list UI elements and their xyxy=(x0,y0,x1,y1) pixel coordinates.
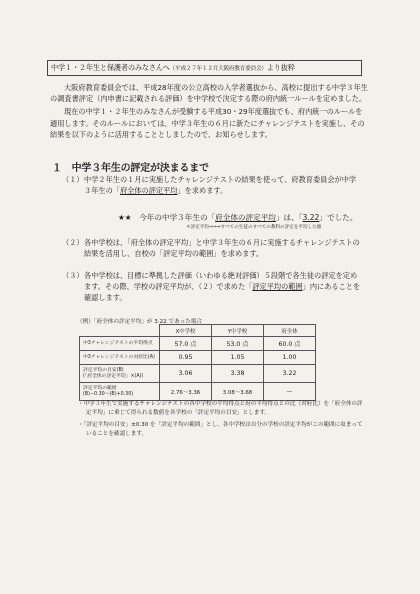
example-caption: （例）「府全体の評定平均」が 3.22 であった場合 xyxy=(77,319,203,325)
table-cell: 53.0 点 xyxy=(212,337,264,351)
table-header-row xyxy=(80,325,316,337)
section-title-text: 中学３年生の評定が決まるまで xyxy=(71,163,209,174)
item-3-number: （３） xyxy=(62,271,84,280)
table-header: X中学校 xyxy=(160,325,212,337)
note-item: ・「評定平均の目安」±0.30 を「評定平均の範囲」とし、各中学校は自分の学校の評定平均がこの範囲に収まっていることを確認します。 xyxy=(78,422,363,437)
table-cell: 1.05 xyxy=(212,351,264,365)
intro-paragraph-2: 現在の中学１・２年生のみなさんが受験する平成30・29年度選抜でも、府内統一のルールを適用します。そのルールにおいては、中学３年生の６月に新たにチャレンジテストを実施し、その結果を以下のように活用することとしましたので、お知らせします。 xyxy=(50,107,365,139)
table-cell: 1.00 xyxy=(264,351,316,365)
table-row xyxy=(80,365,316,383)
table-row-label: 評定平均の範囲 (B)−0.30〜(B)+0.30) xyxy=(80,383,160,401)
header-suffix: より抜粋 xyxy=(266,63,295,72)
average-callout: ★★ 今年の中学３年生の「府全体の評定平均」は、「3.22」でした。 xyxy=(118,213,358,222)
item-2-text: 各中学校は、「府全体の評定平均」と中学３年生の６月に実施するチャレンジテストの結果を活用し、自校の「評定平均の範囲」を求めます。 xyxy=(84,238,360,259)
intro-paragraph-1: 大阪府教育委員会では、平成28年度の公立高校の入学者選抜から、高校に提出する中学３年生の調査書評定（内申書に記載される評価）を中学校で決定する際の府内統一ルールを定めました。 xyxy=(50,83,368,104)
example-table xyxy=(79,324,316,401)
table-cell: 2.76〜3.36 xyxy=(160,383,212,401)
item-1-text: 中学２年生の１月に実施したチャレンジテストの結果を使って、府教育委員会が中学３年生の「府全体の評定平均」を求めます。 xyxy=(84,175,357,196)
item-3 xyxy=(62,270,362,304)
header-box xyxy=(47,60,362,76)
table-cell: 3.22 xyxy=(264,365,316,383)
average-footnote: ＊評定平均⇒⇒⇒すべての生徒のすべての教科の評定を平均した値 xyxy=(186,225,322,230)
table-row-label: 中3チャレンジテストの対府比(A) xyxy=(80,351,160,365)
section-number: １ xyxy=(52,163,62,174)
table-cell: 60.0 点 xyxy=(264,337,316,351)
header-prefix: 中学１・２年生と保護者のみなさんへ xyxy=(51,63,170,72)
table-cell: 0.95 xyxy=(160,351,212,365)
table-row-label: 中3チャレンジテストの平均得点 xyxy=(80,337,160,351)
table-header: 府全体 xyxy=(264,325,316,337)
note-item: ・中学３年生で実施するチャレンジテストの各中学校の平均得点と府の平均得点との比（対府比）を「府全体の評定平均」に乗じて得られる数値を各学校の「評定平均の目安」とします。 xyxy=(78,401,363,416)
table-row xyxy=(80,337,316,351)
table-cell: 3.06 xyxy=(160,365,212,383)
item-3-text: 各中学校は、目標に準拠した評価（いわゆる絶対評価）５段階で各生徒の評定を定めます。その際、学校の評定平均が、（２）で求めた「評定平均の範囲」内にあることを確認します。 xyxy=(84,271,361,303)
notes xyxy=(78,400,368,442)
table-cell: 3.08〜3.68 xyxy=(212,383,264,401)
table-header: Y中学校 xyxy=(212,325,264,337)
item-2 xyxy=(62,237,362,259)
table-cell: 57.0 点 xyxy=(160,337,212,351)
table-cell: 3.38 xyxy=(212,365,264,383)
item-1 xyxy=(62,174,362,196)
table-row xyxy=(80,383,316,401)
intro xyxy=(50,82,368,142)
table-row xyxy=(80,351,316,365)
header-source: （平成２７年１２月大阪府教育委員会） xyxy=(169,66,267,72)
item-2-number: （２） xyxy=(62,238,84,247)
item-1-number: （１） xyxy=(62,175,84,184)
section-title xyxy=(52,159,209,174)
table-row-label: 評定平均の目安(B) (「府全体の評定平均」×(A)) xyxy=(80,365,160,383)
table-cell: ― xyxy=(264,383,316,401)
